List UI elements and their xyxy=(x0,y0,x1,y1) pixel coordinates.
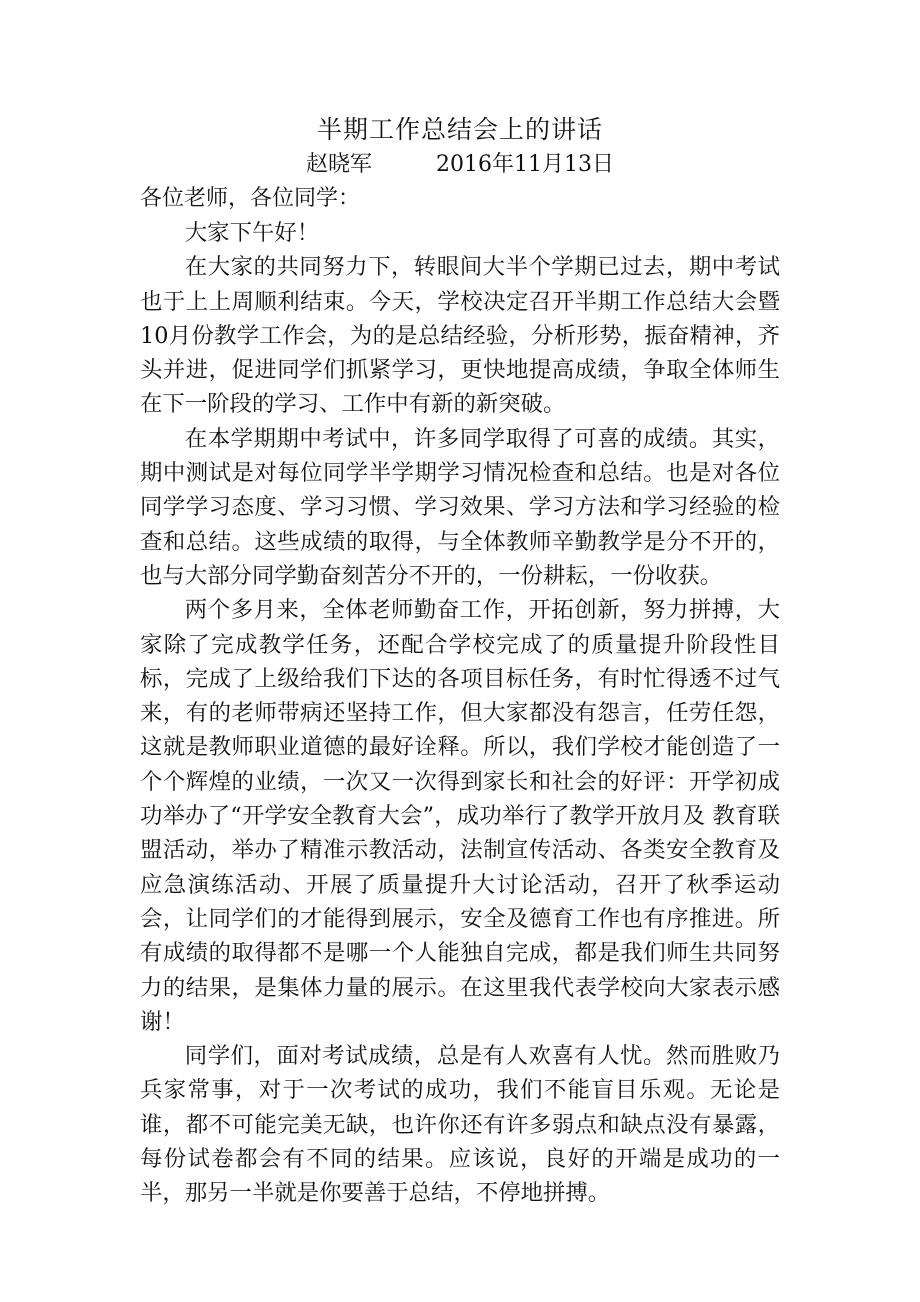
body-paragraph: 在大家的共同努力下，转眼间大半个学期已过去，期中考试也于上上周顺利结束。今天，学校决定召开半期工作总结大会暨10月份教学工作会，为的是总结经验，分析形势，振奋精神，齐头并进，促进同学们抓紧学习，更快地提高成绩，争取全体师生在下一阶段的学习、工作中有新的新突破。 xyxy=(140,254,780,418)
body-paragraph: 两个多月来，全体老师勤奋工作，开拓创新，努力拼搏，大家除了完成教学任务，还配合学校完成了的质量提升阶段性目标，完成了上级给我们下达的各项目标任务，有时忙得透不过气来，有的老师带病还坚持工作，但大家都没有怨言，任劳任怨，这就是教师职业道德的最好诠释。所以，我们学校才能创造了一个个辉煌的业绩，一次又一次得到家长和社会的好评：开学初成功举办了“开学安全教育大会”，成功举行了教学开放月及 教育联盟活动，举办了精准示教活动，法制宣传活动、各类安全教育及应急演练活动、开展了质量提升大讨论活动，召开了秋季运动会，让同学们的才能得到展示，安全及德育工作也有序推进。所有成绩的取得都不是哪一个人能独自完成，都是我们师生共同努力的结果，是集体力量的展示。在这里我代表学校向大家表示感谢！ xyxy=(140,597,780,1035)
salutation: 各位老师，各位同学： xyxy=(140,186,361,211)
document-page xyxy=(140,112,780,1211)
document-title: 半期工作总结会上的讲话 xyxy=(316,115,603,144)
author-name: 赵晓军 xyxy=(306,152,373,177)
body-paragraph: 同学们，面对考试成绩，总是有人欢喜有人忧。然而胜败乃兵家常事，对于一次考试的成功，我们不能盲目乐观。无论是谁，都不可能完美无缺，也许你还有许多弱点和缺点没有暴露，每份试卷都会有不同的结果。应该说，良好的开端是成功的一半，那另一半就是你要善于总结，不停地拼搏。 xyxy=(140,1043,780,1207)
byline xyxy=(140,148,780,182)
greeting-paragraph: 大家下午好！ xyxy=(184,220,320,246)
body-paragraph: 在本学期期中考试中，许多同学取得了可喜的成绩。其实，期中测试是对每位同学半学期学习情况检查和总结。也是对各位同学学习态度、学习习惯、学习效果、学习方法和学习经验的检查和总结。这些成绩的取得，与全体教师辛勤教学是分不开的，也与大部分同学勤奋刻苦分不开的，一份耕耘，一份收获。 xyxy=(140,425,780,589)
speech-date: 2016年11月13日 xyxy=(436,152,614,177)
